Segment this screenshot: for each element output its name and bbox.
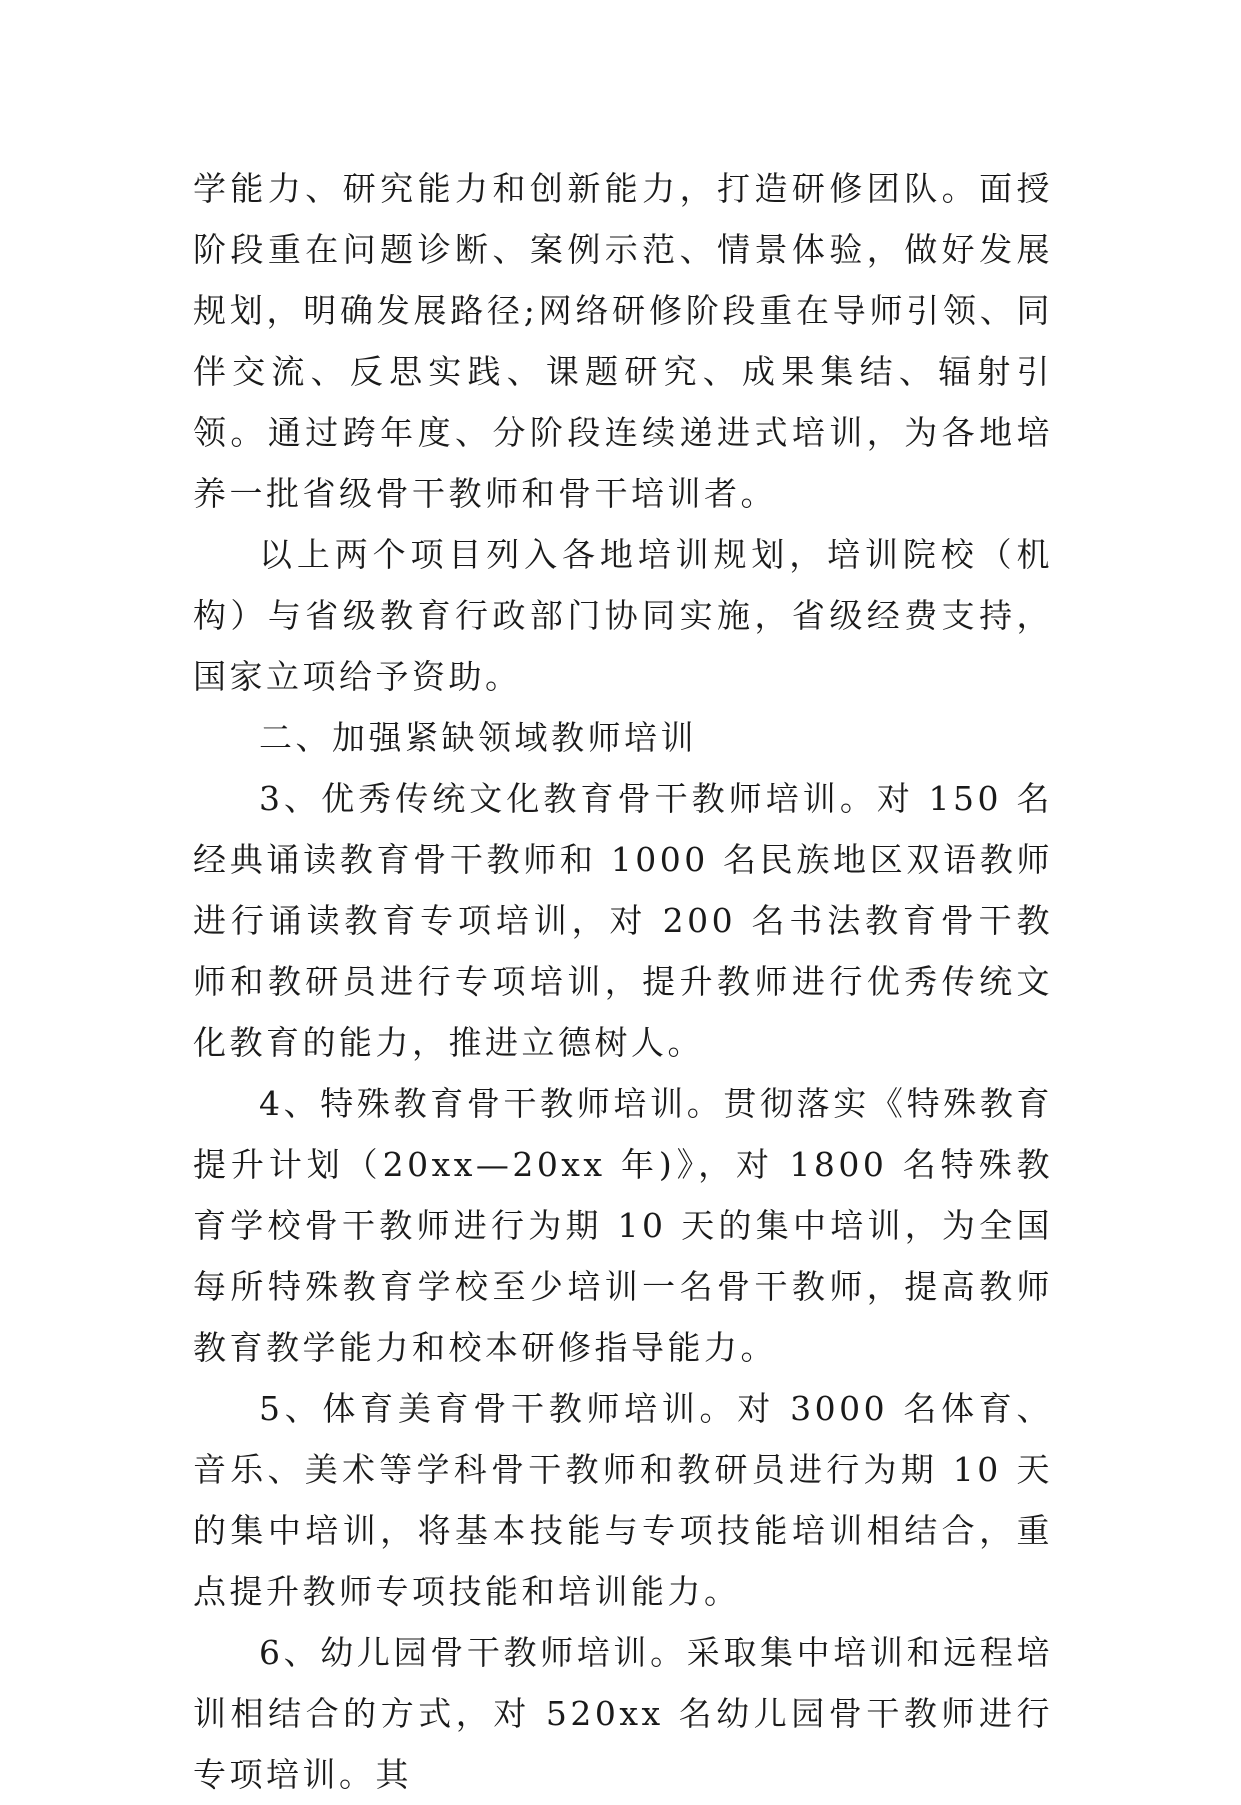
- paragraph-pe-arts-training: 5、体育美育骨干教师培训。对 3000 名体育、音乐、美术等学科骨干教师和教研员进行为期 10 天的集中培训，将基本技能与专项技能培训相结合，重点提升教师专项技能和培训能力。: [193, 1389, 1053, 1611]
- paragraph-kindergarten-training: 6、幼儿园骨干教师培训。采取集中培训和远程培训相结合的方式，对 520xx 名幼儿园骨干教师进行专项培训。其: [193, 1633, 1053, 1794]
- document-body: [193, 158, 1053, 1805]
- paragraph-training-stages: 学能力、研究能力和创新能力，打造研修团队。面授阶段重在问题诊断、案例示范、情景体验，做好发展规划，明确发展路径;网络研修阶段重在导师引领、同伴交流、反思实践、课题研究、成果集结、辐射引领。通过跨年度、分阶段连续递进式培训，为各地培养一批省级骨干教师和骨干培训者。: [193, 169, 1053, 513]
- paragraph-traditional-culture-training: 3、优秀传统文化教育骨干教师培训。对 150 名经典诵读教育骨干教师和 1000 名民族地区双语教师进行诵读教育专项培训，对 200 名书法教育骨干教师和教研员进行专项培训，提升教师进行优秀传统文化教育的能力，推进立德树人。: [193, 779, 1053, 1062]
- paragraph-special-education-training: 4、特殊教育骨干教师培训。贯彻落实《特殊教育提升计划（20xx—20xx 年)》，对 1800 名特殊教育学校骨干教师进行为期 10 天的集中培训，为全国每所特殊教育学校至少培训一名骨干教师，提高教师教育教学能力和校本研修指导能力。: [193, 1084, 1053, 1367]
- paragraph-project-funding: 以上两个项目列入各地培训规划，培训院校（机构）与省级教育行政部门协同实施，省级经费支持，国家立项给予资助。: [193, 535, 1053, 696]
- section-heading-shortage-areas: 二、加强紧缺领域教师培训: [259, 718, 697, 757]
